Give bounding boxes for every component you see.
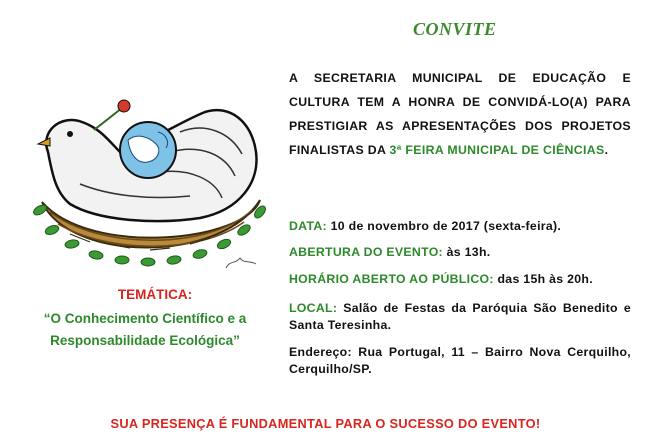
invitation-period: . (604, 143, 609, 157)
invitation-text (289, 66, 631, 162)
public-hours-label: HORÁRIO ABERTO AO PÚBLICO: (289, 272, 494, 286)
theme-label: TEMÁTICA: (117, 287, 193, 302)
location-label: LOCAL: (289, 301, 338, 315)
public-hours-line (289, 272, 593, 286)
date-label: DATA: (289, 219, 327, 233)
invitation-body: A SECRETARIA MUNICIPAL DE EDUCAÇÃO E CULTURA TEM A HONRA DE CONVIDÁ-LO(A) PARA PRESTIGIAR AS APRESENTAÇÕES DOS PROJETOS FINALISTAS DA (289, 71, 631, 157)
date-value: 10 de novembro de 2017 (sexta-feira). (326, 219, 562, 233)
date-line (289, 219, 561, 233)
opening-label: ABERTURA DO EVENTO: (289, 245, 443, 259)
page-title: CONVITE (413, 19, 497, 39)
flower-icon (94, 100, 130, 130)
location-value: Salão de Festas da Paróquia São Benedito e Santa Teresinha. (289, 301, 631, 332)
opening-line (289, 245, 490, 259)
theme-line-2: Responsabilidade Ecológica” (50, 333, 240, 348)
globe-icon (120, 122, 176, 178)
address-line: Endereço: Rua Portugal, 11 – Bairro Nova Cerquilho, Cerquilho/SP. (289, 345, 631, 376)
dove-globe-nest-illustration (30, 92, 270, 272)
opening-value: às 13h. (442, 245, 491, 259)
signature-icon (226, 258, 256, 268)
location-line (289, 300, 631, 334)
theme-text (14, 308, 276, 352)
public-hours-value: das 15h às 20h. (493, 272, 593, 286)
footer-message: SUA PRESENÇA É FUNDAMENTAL PARA O SUCESSO DO EVENTO! (110, 416, 541, 431)
theme-line-1: “O Conhecimento Científico e a (43, 311, 247, 326)
event-name: 3ª FEIRA MUNICIPAL DE CIÊNCIAS (389, 143, 605, 157)
